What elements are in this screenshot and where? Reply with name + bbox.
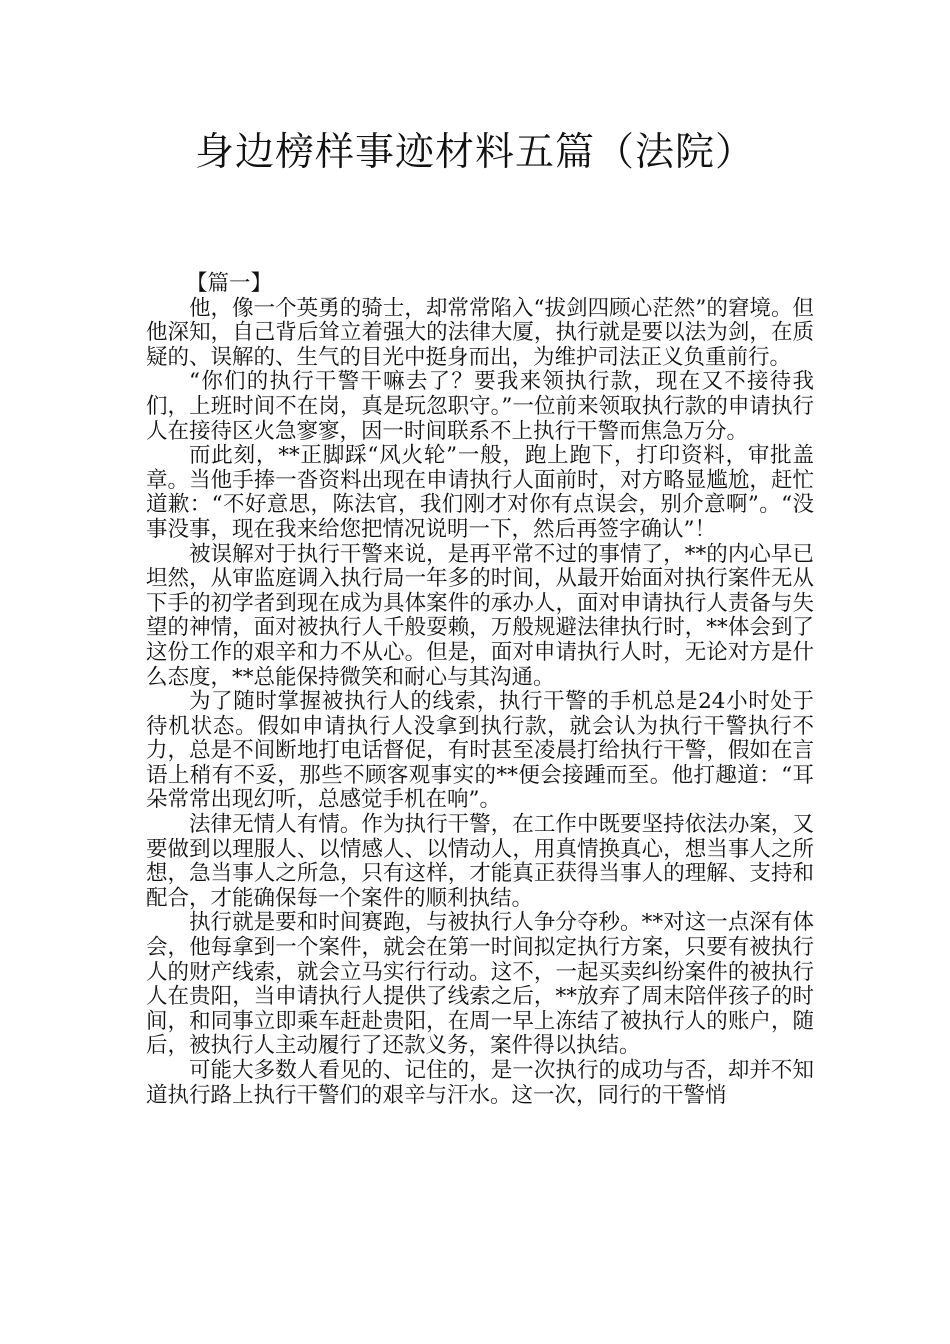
paragraph-4: 被误解对于执行干警来说，是再平常不过的事情了，**的内心早已坦然，从审监庭调入执行局一年多的时间，从最开始面对执行案件无从下手的初学者到现在成为具体案件的承办人，面对申请执行人责备与失望的神情，面对被执行人千般耍赖，万般规避法律执行时，**体会到了这份工作的艰辛和力不从心。但是，面对申请执行人时，无论对方是什么态度，**总能保持微笑和耐心与其沟通。 [146, 541, 814, 690]
paragraph-2: “你们的执行干警干嘛去了？要我来领执行款，现在又不接待我们，上班时间不在岗，真是玩忽职守。”一位前来领取执行款的申请执行人在接待区火急寥寥，因一时间联系不上执行干警而焦急万分。 [146, 369, 814, 444]
paragraph-1: 他，像一个英勇的骑士，却常常陷入“拔剑四顾心茫然”的窘境。但他深知，自己背后耸立着强大的法律大厦，执行就是要以法为剑，在质疑的、误解的、生气的目光中挺身而出，为维护司法正义负重前行。 [146, 295, 814, 370]
paragraph-5: 为了随时掌握被执行人的线索，执行干警的手机总是24小时处于待机状态。假如申请执行人没拿到执行款，就会认为执行干警执行不力，总是不间断地打电话督促，有时甚至凌晨打给执行干警，假如在言语上稍有不妥，那些不顾客观事实的**便会接踵而至。他打趣道：“耳朵常常出现幻听，总感觉手机在响”。 [146, 689, 814, 813]
document-title: 身边榜样事迹材料五篇（法院） [194, 130, 755, 175]
paragraph-8: 可能大多数人看见的、记住的，是一次执行的成功与否，却并不知道执行路上执行干警们的艰辛与汗水。这一次，同行的干警悄 [146, 1058, 814, 1108]
document-body [146, 272, 814, 1108]
section-heading: 【篇一】 [186, 271, 273, 296]
paragraph-3: 而此刻，**正脚踩“风火轮”一般，跑上跑下，打印资料，审批盖章。当他手捧一沓资料出现在申请执行人面前时，对方略显尴尬，赶忙道歉：“不好意思，陈法官，我们刚才对你有点误会，别介意啊”。“没事没事，现在我来给您把情况说明一下，然后再签字确认”！ [146, 443, 814, 542]
paragraph-7: 执行就是要和时间赛跑，与被执行人争分夺秒。**对这一点深有体会，他每拿到一个案件，就会在第一时间拟定执行方案，只要有被执行人的财产线索，就会立马实行行动。这不，一起买卖纠纷案件的被执行人在贵阳，当申请执行人提供了线索之后，**放弃了周末陪伴孩子的时间，和同事立即乘车赶赴贵阳，在周一早上冻结了被执行人的账户，随后，被执行人主动履行了还款义务，案件得以执结。 [146, 910, 814, 1059]
paragraph-6: 法律无情人有情。作为执行干警，在工作中既要坚持依法办案，又要做到以理服人、以情感人、以情动人，用真情换真心，想当事人之所想，急当事人之所急，只有这样，才能真正获得当事人的理解、支持和配合，才能确保每一个案件的顺利执结。 [146, 812, 814, 911]
